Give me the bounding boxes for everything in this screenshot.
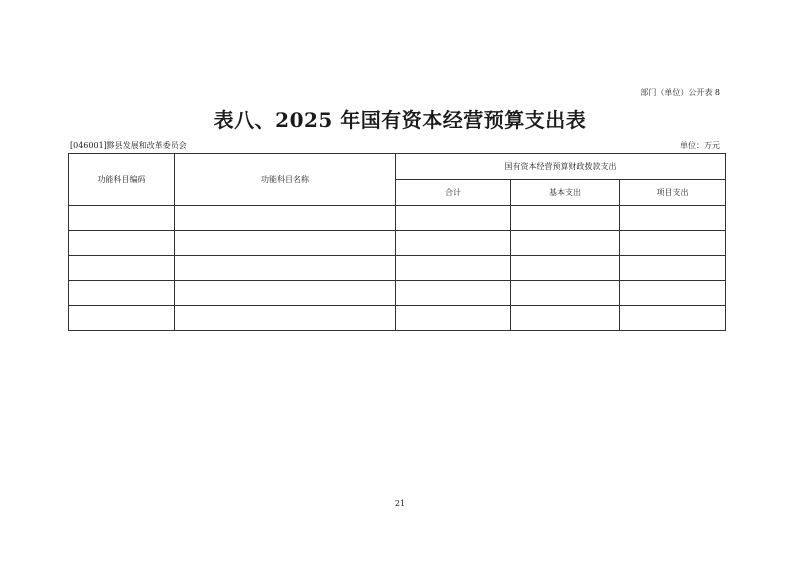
unit-label: 单位：万元 (680, 141, 720, 150)
cell-name (175, 206, 396, 231)
header-basic-expenditure: 基本支出 (511, 180, 620, 206)
cell-code (69, 231, 175, 256)
cell-basic (511, 306, 620, 331)
header-total: 合计 (396, 180, 511, 206)
cell-code (69, 306, 175, 331)
cell-code (69, 256, 175, 281)
table-row (69, 206, 726, 231)
page-title: 表八、2025 年国有资本经营预算支出表 (213, 108, 587, 132)
cell-name (175, 256, 396, 281)
header-project-expenditure: 项目支出 (620, 180, 726, 206)
cell-total (396, 306, 511, 331)
cell-basic (511, 231, 620, 256)
cell-code (69, 206, 175, 231)
cell-total (396, 281, 511, 306)
header-function-name: 功能科目名称 (175, 154, 396, 206)
cell-basic (511, 206, 620, 231)
table-row (69, 281, 726, 306)
cell-name (175, 306, 396, 331)
cell-project (620, 256, 726, 281)
cell-total (396, 231, 511, 256)
cell-total (396, 256, 511, 281)
cell-total (396, 206, 511, 231)
cell-name (175, 231, 396, 256)
table-row (69, 256, 726, 281)
organization-label: [046001]黟县发展和改革委员会 (70, 141, 187, 150)
header-group-expenditure: 国有资本经营预算财政拨款支出 (396, 154, 726, 180)
cell-project (620, 231, 726, 256)
doc-label: 部门（单位）公开表 8 (640, 88, 720, 97)
table-header-row (69, 154, 726, 180)
table-row (69, 306, 726, 331)
cell-code (69, 281, 175, 306)
cell-project (620, 306, 726, 331)
budget-table (68, 153, 726, 331)
page-number: 21 (394, 499, 406, 508)
table-row (69, 231, 726, 256)
cell-project (620, 281, 726, 306)
cell-project (620, 206, 726, 231)
cell-name (175, 281, 396, 306)
cell-basic (511, 281, 620, 306)
cell-basic (511, 256, 620, 281)
header-function-code: 功能科目编码 (69, 154, 175, 206)
